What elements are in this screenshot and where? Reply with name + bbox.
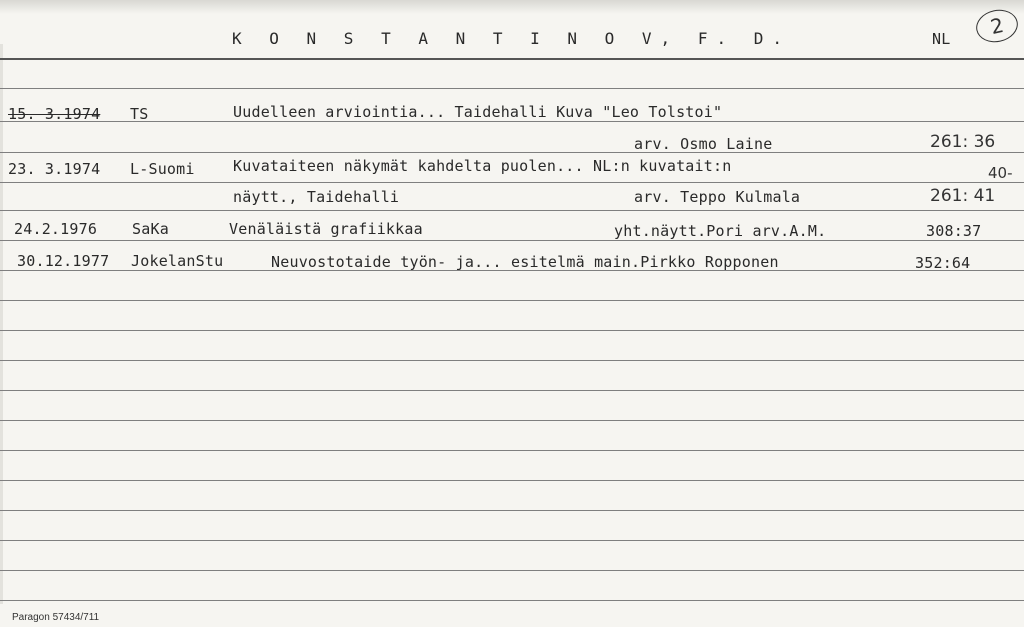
card-footer-print: Paragon 57434/711 bbox=[12, 612, 100, 623]
entry-ref: 308:37 bbox=[926, 222, 982, 240]
card-top-edge bbox=[0, 0, 1024, 14]
rule-line bbox=[0, 450, 1024, 451]
rule-line bbox=[0, 540, 1024, 541]
rule-line bbox=[0, 510, 1024, 511]
entry-ref: 261: 41 bbox=[930, 186, 996, 206]
entry-reviewer: yht.näytt.Pori arv.A.M. bbox=[614, 222, 827, 240]
entry-paper: JokelanStu bbox=[131, 252, 224, 270]
card-number: 2 bbox=[988, 12, 1006, 40]
rule-line bbox=[0, 480, 1024, 481]
rule-line bbox=[0, 58, 1024, 60]
card-title: K O N S T A N T I N O V, F. D. bbox=[232, 29, 791, 48]
entry-ref: 261: 36 bbox=[930, 132, 996, 152]
entry-text-continued: näytt., Taidehalli bbox=[233, 188, 400, 206]
rule-line bbox=[0, 88, 1024, 89]
card-code: NL bbox=[932, 30, 951, 48]
entry-paper: TS bbox=[130, 105, 149, 123]
entry-ref-note: 40- bbox=[988, 164, 1013, 182]
entry-date: 15. 3.1974 bbox=[8, 105, 101, 123]
entry-date: 24.2.1976 bbox=[14, 220, 98, 238]
entry-reviewer: arv. Osmo Laine bbox=[634, 135, 773, 153]
entry-paper: L-Suomi bbox=[130, 160, 195, 178]
rule-line bbox=[0, 570, 1024, 571]
entry-ref: 352:64 bbox=[915, 254, 971, 272]
entry-text: Kuvataiteen näkymät kahdelta puolen... NL:n kuvatait:n bbox=[233, 157, 732, 175]
entry-text: Neuvostotaide työn- ja... esitelmä main.Pirkko Ropponen bbox=[271, 253, 779, 271]
rule-line bbox=[0, 182, 1024, 183]
rule-line bbox=[0, 360, 1024, 361]
entry-reviewer: arv. Teppo Kulmala bbox=[634, 188, 801, 206]
rule-line bbox=[0, 152, 1024, 153]
entry-date: 30.12.1977 bbox=[17, 252, 110, 270]
entry-text: Uudelleen arviointia... Taidehalli Kuva "Leo Tolstoi" bbox=[233, 103, 723, 121]
rule-line bbox=[0, 330, 1024, 331]
rule-line bbox=[0, 390, 1024, 391]
rule-line bbox=[0, 121, 1024, 122]
entry-text: Venäläistä grafiikkaa bbox=[229, 220, 423, 238]
entry-paper: SaKa bbox=[132, 220, 169, 238]
entry-date: 23. 3.1974 bbox=[8, 160, 101, 178]
rule-line bbox=[0, 600, 1024, 601]
rule-line bbox=[0, 420, 1024, 421]
rule-line bbox=[0, 240, 1024, 241]
card-left-edge bbox=[0, 44, 3, 604]
rule-line bbox=[0, 210, 1024, 211]
rule-line bbox=[0, 300, 1024, 301]
